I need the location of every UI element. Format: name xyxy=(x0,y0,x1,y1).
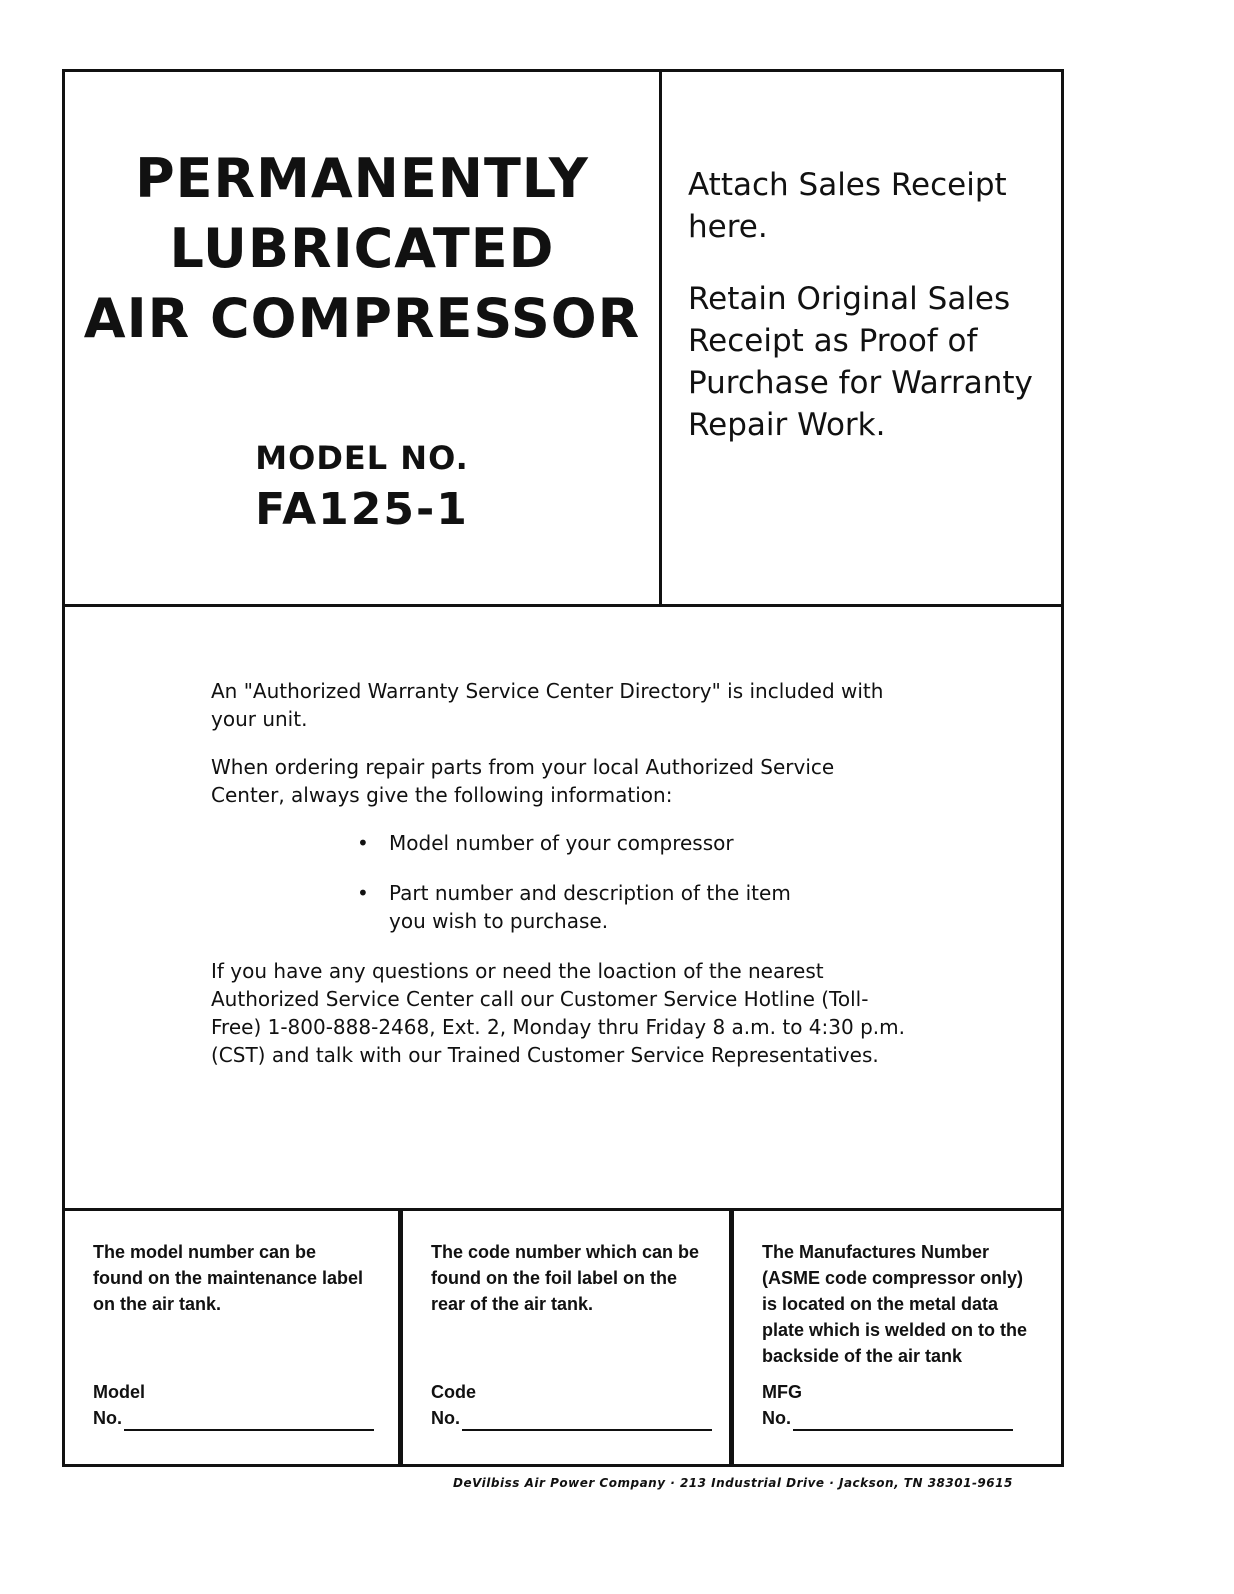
box-description: The code number which can be found on the foil label on the rear of the air tank. xyxy=(431,1242,700,1314)
no-label: No. xyxy=(93,1408,122,1428)
title-line: LUBRICATED xyxy=(169,217,555,280)
directory-paragraph: An "Authorized Warranty Service Center Directory" is included with your unit. xyxy=(211,679,884,731)
bullet-icon: • xyxy=(357,881,369,905)
model-number-box xyxy=(65,1211,403,1464)
box-description: The model number can be found on the maintenance label on the air tank. xyxy=(93,1242,364,1314)
questions-paragraph: If you have any questions or need the loaction of the nearest Authorized Service Center call our Customer Service Hotline (Toll-Free) 1-800-888-2468, Ext. 2, Monday thru Friday 8 a.m. to 4:30 p.m. (CST) and talk with our Trained Customer Service Representatives. xyxy=(211,959,905,1067)
model-number-blank[interactable] xyxy=(124,1409,374,1431)
service-info-section xyxy=(65,607,1061,1211)
retain-receipt-text: Retain Original Sales Receipt as Proof of Purchase for Warranty Repair Work. xyxy=(688,281,1033,443)
field-label: Model xyxy=(93,1382,145,1402)
no-label: No. xyxy=(762,1408,791,1428)
bullet-icon: • xyxy=(357,831,369,855)
title-cell xyxy=(65,72,662,604)
bullet-text: Model number of your compressor xyxy=(389,831,734,855)
field-row xyxy=(93,1405,398,1431)
attach-receipt-text: Attach Sales Receipt here. xyxy=(688,167,1007,245)
code-number-blank[interactable] xyxy=(462,1409,712,1431)
product-title xyxy=(65,144,659,354)
receipt-cell xyxy=(662,72,1061,604)
title-line: AIR COMPRESSOR xyxy=(83,287,641,350)
top-section xyxy=(65,72,1061,607)
list-item xyxy=(357,879,829,935)
title-line: PERMANENTLY xyxy=(135,147,589,210)
document-frame xyxy=(62,69,1064,1467)
list-item xyxy=(357,829,829,857)
model-label: MODEL NO. xyxy=(255,439,469,477)
company-address-footer: DeVilbiss Air Power Company · 213 Industrial Drive · Jackson, TN 38301-9615 xyxy=(453,1476,1013,1490)
bullet-text: Part number and description of the item you wish to purchase. xyxy=(389,881,791,933)
field-label: MFG xyxy=(762,1382,802,1402)
mfg-number-box xyxy=(734,1211,1061,1464)
field-label: Code xyxy=(431,1382,476,1402)
field-row xyxy=(431,1405,729,1431)
mfg-number-blank[interactable] xyxy=(793,1409,1013,1431)
no-label: No. xyxy=(431,1408,460,1428)
ordering-paragraph: When ordering repair parts from your local Authorized Service Center, always give the following information: xyxy=(211,755,835,807)
info-bullet-list xyxy=(211,829,1061,935)
code-number-box xyxy=(403,1211,734,1464)
model-number: FA125-1 xyxy=(255,484,469,535)
field-row xyxy=(762,1405,1061,1431)
box-description: The Manufactures Number (ASME code compressor only) is located on the metal data plate which is welded on to the backside of the air tank xyxy=(762,1242,1028,1366)
number-fields-section xyxy=(65,1211,1061,1464)
